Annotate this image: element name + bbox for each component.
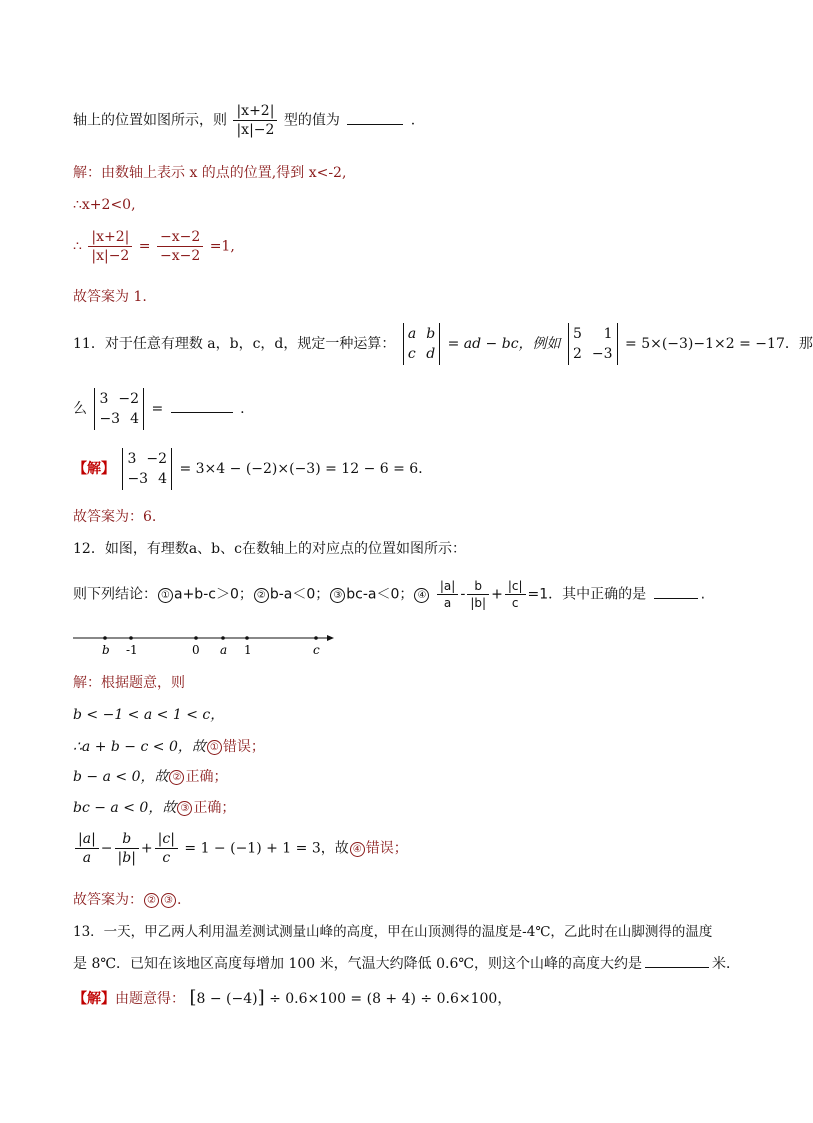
q12-sol-l6 [73,832,408,865]
q10-frac-num: |x+2| [233,104,277,121]
frac-den: c [162,850,171,866]
q10-line [73,104,415,137]
frac-den: |b| [470,596,487,610]
answer-prefix: 故答案为： [73,892,143,908]
q12-frac-a [437,580,458,609]
det-cell: −3 [99,411,121,427]
point-b [103,636,107,640]
q11-answer-blank [171,411,233,413]
q12-sol-expr: = 1 − (−1) + 1 = 3，故 [184,840,349,857]
q12-sol-verdict: 错误； [365,840,408,857]
q10-sol-frac2 [157,230,203,263]
point-neg1 [129,636,133,640]
answer-end: . [177,892,182,908]
frac-den: a [82,850,92,866]
frac-den: −x−2 [159,248,201,264]
q10-sol-l3 [73,230,235,263]
q11-line1 [73,323,813,365]
equals-sign: = [138,238,151,255]
circled-number: ① [207,740,222,755]
q12-question: =1．其中正确的是 [527,586,647,603]
q11-line2 [73,388,245,430]
circled-number: ③ [330,588,345,603]
q11-sol-expr: = 3×4 − (−2)×(−3) = 12 − 6 = 6． [179,461,433,477]
q12-sol-expr: b − a < 0，故 [73,769,169,785]
label-c: c [313,643,320,657]
q12-sol-answer [73,893,181,908]
q10-intro: 轴上的位置如图所示，则 [73,112,227,129]
circled-number: ③ [161,893,176,908]
det-cell: 3 [127,451,137,467]
det-cell: −2 [146,451,168,467]
q10-fraction [233,104,277,137]
frac-num: |a| [75,832,99,849]
q10-sol-answer: 故答案为 1. [73,289,147,305]
det-cell: c [407,346,416,362]
q12-sol-verdict: 错误； [222,739,265,755]
q13-l2 [73,957,740,971]
q12-statement-1: a+b-c＞0； [174,586,253,603]
q12-intro: 12．如图，有理数a、b、c在数轴上的对应点的位置如图所示： [73,541,466,557]
q12-sol-l3 [73,740,265,755]
q13-text: 是 8℃．已知在该地区高度每增加 100 米，气温大约降低 0.6℃，则这个山峰的高度大约是 [73,956,643,972]
circled-number: ② [254,588,269,603]
minus-sign: - [460,586,466,603]
q12-statement-2: b-a＜0； [269,586,330,603]
label-neg1: -1 [126,643,138,657]
circled-number: ④ [414,588,429,603]
q13-answer-blank [645,966,709,968]
label-zero: 0 [192,643,200,657]
q10-end: . [410,112,416,129]
circled-number: ③ [177,801,192,816]
frac-num: |c| [505,580,526,595]
label-one: 1 [244,643,252,657]
q12-end: . [700,586,706,603]
q11-example: = 5×(−3)−1×2 = −17．那 [625,336,813,352]
frac-num: b [115,832,139,849]
solution-tag: 【解】 [73,991,115,1007]
q12-sol-l1: 解：根据题意，则 [73,675,185,691]
minus-sign: − [100,840,113,857]
det-cell: 1 [603,326,613,342]
frac-den: c [511,596,519,610]
det-cell: d [426,346,436,362]
det-cell: 4 [130,411,140,427]
q12-prefix: 则下列结论： [73,586,157,603]
point-a [221,636,225,640]
circled-number: ④ [350,842,365,857]
q12-sol-expr: bc − a < 0，故 [73,800,177,816]
point-zero [194,636,198,640]
q13-l1: 13．一天，甲乙两人利用温差测试测量山峰的高度，甲在山顶测得的温度是-4℃，乙此时在山脚测得的温度 [73,924,713,940]
q13-sol-expr2: ÷ 0.6×100 = (8 + 4) ÷ 0.6×100， [269,991,512,1007]
q10-sol-result: =1, [209,238,235,255]
q10-frac-den: |x|−2 [236,122,275,138]
det-cell: −3 [591,346,613,362]
q11-sol [73,448,432,490]
frac-num: |x+2| [88,230,132,247]
frac-den: |b| [117,850,136,866]
therefore-symbol: ∴ [73,238,82,255]
det-cell: −2 [118,391,140,407]
label-b: b [102,643,110,657]
det-cell: 2 [573,346,582,362]
q10-sol-l2: ∴x+2<0, [73,197,136,213]
frac-den: |x|−2 [91,248,130,264]
frac-num: −x−2 [157,230,203,247]
det-cell: a [407,326,417,342]
equals-sign: = [151,401,164,417]
point-one [245,636,249,640]
q12-frac-c [505,580,526,609]
solution-tag: 【解】 [73,461,115,477]
left-bracket: [ [189,987,197,1008]
number-line-arrow [327,635,334,641]
right-bracket: ] [257,987,265,1008]
frac-abs-a [75,832,99,865]
q10-after: 型的值为 [283,112,340,129]
det-cell: 4 [158,471,168,487]
frac-abs-c [155,832,178,865]
point-c [314,636,318,640]
plus-sign: + [140,840,153,857]
q11-end: . [240,401,245,417]
q11-intro: 11．对于任意有理数 a，b，c，d，规定一种运算： [73,336,396,352]
q13-sol [73,989,511,1007]
q13-sol-expr1: 8 − (−4) [196,991,258,1007]
q12-sol-verdict: 正确； [185,769,228,785]
det-cell: b [426,326,436,342]
q12-statement-3: bc-a＜0； [346,586,414,603]
q12-sol-verdict: 正确； [193,800,236,816]
q12-line2 [73,580,705,609]
frac-num: |c| [155,832,178,849]
q12-answer-blank [654,597,698,599]
q11-det-definition [403,323,440,365]
q10-sol-l1: 解：由数轴上表示 x 的点的位置,得到 x<-2, [73,165,347,181]
q11-sol-det [122,448,172,490]
frac-den: a [443,596,452,610]
q11-sol-answer: 故答案为：6. [73,509,157,525]
det-cell: −3 [127,471,149,487]
q13-sol-intro: 由题意得： [115,991,185,1007]
circled-number: ② [169,770,184,785]
frac-b-abs [115,832,139,865]
q11-det-example [568,323,618,365]
q12-sol-l5 [73,801,235,816]
circled-number: ① [158,588,173,603]
number-line [0,628,794,668]
label-a: a [220,643,228,657]
plus-sign: + [491,586,503,603]
q12-sol-l2: b < −1 < a < 1 < c， [73,707,225,723]
circled-number: ② [144,893,159,908]
q11-prefix: 么 [73,401,87,417]
q12-sol-expr: ∴a + b − c < 0，故 [73,739,206,755]
q12-frac-b [467,580,489,609]
q10-answer-blank [347,123,403,125]
frac-num: |a| [437,580,458,595]
q13-end: 米． [712,956,741,972]
frac-num: b [467,580,489,595]
q10-sol-frac1 [88,230,132,263]
q11-det-question [94,388,144,430]
q12-sol-l4 [73,770,227,785]
det-cell: 5 [573,326,582,342]
det-cell: 3 [99,391,109,407]
q11-definition: = ad − bc，例如 [447,336,561,352]
